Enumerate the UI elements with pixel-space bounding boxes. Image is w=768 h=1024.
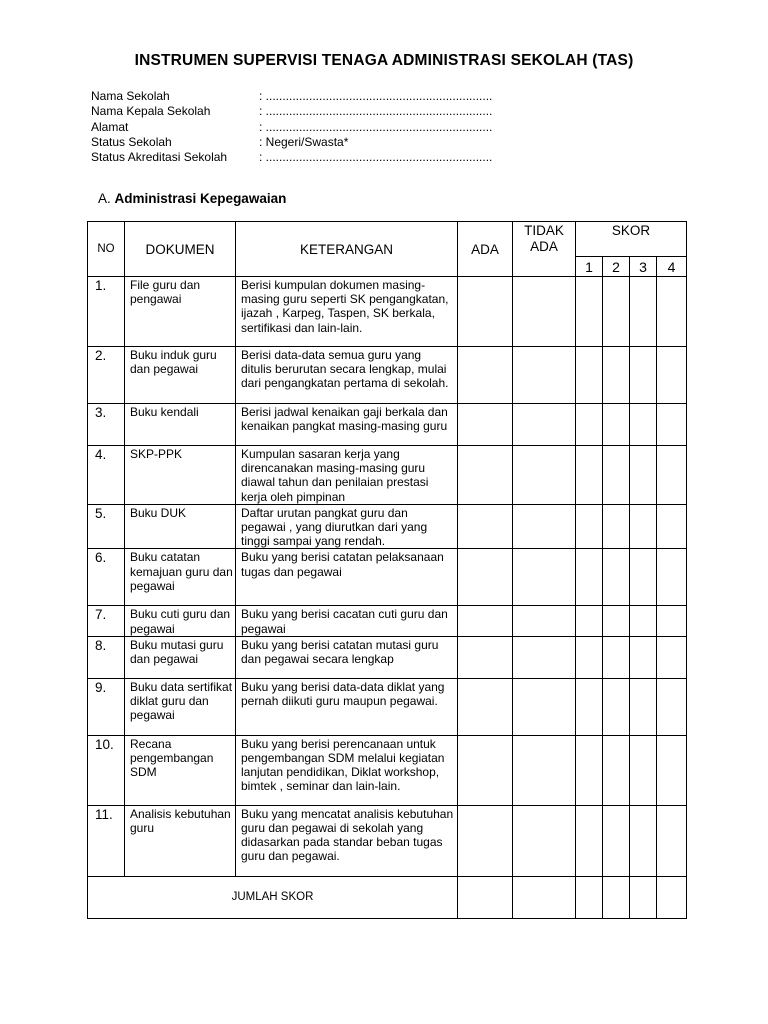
skor-4-cell[interactable]	[657, 636, 687, 678]
skor-3-cell[interactable]	[630, 805, 657, 876]
table-row	[88, 404, 687, 446]
skor-1-cell[interactable]	[576, 549, 603, 606]
skor-2-cell[interactable]	[603, 636, 630, 678]
ada-cell[interactable]	[458, 504, 513, 549]
skor-2-cell[interactable]	[603, 347, 630, 404]
row-no: 7.	[88, 606, 125, 636]
header-skor-3: 3	[630, 257, 657, 277]
total-label: JUMLAH SKOR	[88, 876, 458, 918]
row-keterangan: Buku yang berisi data-data diklat yang pernah diikuti guru maupun pegawai.	[236, 678, 458, 735]
header-ada: ADA	[458, 222, 513, 277]
skor-1-cell[interactable]	[576, 678, 603, 735]
row-keterangan: Berisi kumpulan dokumen masing-masing guru seperti SK pengangkatan, ijazah , Karpeg, Taspen, SK berkala, sertifikasi dan lain-lain.	[236, 277, 458, 347]
tidak-ada-cell[interactable]	[513, 404, 576, 446]
total-skor-4-cell[interactable]	[657, 876, 687, 918]
section-prefix: A.	[98, 191, 111, 206]
row-keterangan: Buku yang berisi catatan mutasi guru dan pegawai secara lengkap	[236, 636, 458, 678]
header-keterangan: KETERANGAN	[236, 222, 458, 277]
info-value: : ....................................................................	[259, 104, 493, 119]
skor-4-cell[interactable]	[657, 606, 687, 636]
row-dokumen: Buku DUK	[125, 504, 236, 549]
total-skor-2-cell[interactable]	[603, 876, 630, 918]
total-ada-cell[interactable]	[458, 876, 513, 918]
skor-1-cell[interactable]	[576, 636, 603, 678]
school-info	[91, 89, 492, 165]
row-no: 8.	[88, 636, 125, 678]
skor-1-cell[interactable]	[576, 347, 603, 404]
row-keterangan: Kumpulan sasaran kerja yang direncanakan masing-masing guru diawal tahun dan penilaian prestasi kerja oleh pimpinan	[236, 446, 458, 505]
row-keterangan: Buku yang mencatat analisis kebutuhan guru dan pegawai di sekolah yang didasarkan pada standar beban tugas guru dan pegawai.	[236, 805, 458, 876]
info-label: Alamat	[91, 119, 129, 134]
row-dokumen: Buku catatan kemajuan guru dan pegawai	[125, 549, 236, 606]
document-title: INSTRUMEN SUPERVISI TENAGA ADMINISTRASI SEKOLAH (TAS)	[134, 52, 634, 69]
info-label: Status Akreditasi Sekolah	[91, 150, 228, 165]
skor-4-cell[interactable]	[657, 347, 687, 404]
row-no: 3.	[88, 404, 125, 446]
skor-1-cell[interactable]	[576, 606, 603, 636]
skor-4-cell[interactable]	[657, 678, 687, 735]
skor-1-cell[interactable]	[576, 404, 603, 446]
skor-2-cell[interactable]	[603, 504, 630, 549]
skor-4-cell[interactable]	[657, 805, 687, 876]
skor-4-cell[interactable]	[657, 549, 687, 606]
ada-cell[interactable]	[458, 636, 513, 678]
ada-cell[interactable]	[458, 735, 513, 805]
info-value: : ....................................................................	[259, 150, 493, 165]
row-dokumen: Buku induk guru dan pegawai	[125, 347, 236, 404]
row-no: 2.	[88, 347, 125, 404]
total-row	[88, 876, 687, 918]
ada-cell[interactable]	[458, 347, 513, 404]
tidak-ada-cell[interactable]	[513, 735, 576, 805]
skor-3-cell[interactable]	[630, 404, 657, 446]
skor-3-cell[interactable]	[630, 549, 657, 606]
total-skor-3-cell[interactable]	[630, 876, 657, 918]
tidak-ada-cell[interactable]	[513, 636, 576, 678]
skor-3-cell[interactable]	[630, 277, 657, 347]
total-tidak-ada-cell[interactable]	[513, 876, 576, 918]
ada-cell[interactable]	[458, 446, 513, 505]
skor-3-cell[interactable]	[630, 347, 657, 404]
header-skor-4: 4	[657, 257, 687, 277]
skor-1-cell[interactable]	[576, 446, 603, 505]
skor-2-cell[interactable]	[603, 549, 630, 606]
table-row	[88, 805, 687, 876]
table-row	[88, 735, 687, 805]
ada-cell[interactable]	[458, 549, 513, 606]
row-dokumen: Buku cuti guru dan pegawai	[125, 606, 236, 636]
table-row	[88, 504, 687, 549]
row-no: 1.	[88, 277, 125, 347]
ada-cell[interactable]	[458, 805, 513, 876]
header-dokumen: DOKUMEN	[125, 222, 236, 277]
table-row	[88, 549, 687, 606]
row-keterangan: Berisi data-data semua guru yang ditulis berurutan secara lengkap, mulai dari pengangkatan pertama di sekolah.	[236, 347, 458, 404]
tidak-ada-cell[interactable]	[513, 805, 576, 876]
skor-3-cell[interactable]	[630, 636, 657, 678]
row-keterangan: Buku yang berisi cacatan cuti guru dan pegawai	[236, 606, 458, 636]
info-value: : ....................................................................	[259, 119, 493, 134]
section-title: Administrasi Kepegawaian	[114, 191, 287, 206]
skor-3-cell[interactable]	[630, 446, 657, 505]
total-skor-1-cell[interactable]	[576, 876, 603, 918]
info-row-status-akreditasi	[91, 150, 492, 165]
skor-2-cell[interactable]	[603, 277, 630, 347]
skor-2-cell[interactable]	[603, 404, 630, 446]
header-no: NO	[88, 222, 125, 277]
table-row	[88, 678, 687, 735]
section-heading	[98, 191, 286, 206]
skor-1-cell[interactable]	[576, 277, 603, 347]
row-no: 10.	[88, 735, 125, 805]
ada-cell[interactable]	[458, 606, 513, 636]
table-row	[88, 277, 687, 347]
tidak-ada-cell[interactable]	[513, 606, 576, 636]
row-dokumen: Buku kendali	[125, 404, 236, 446]
skor-3-cell[interactable]	[630, 606, 657, 636]
skor-1-cell[interactable]	[576, 735, 603, 805]
info-label: Status Sekolah	[91, 134, 172, 149]
skor-4-cell[interactable]	[657, 504, 687, 549]
row-no: 5.	[88, 504, 125, 549]
table-row	[88, 446, 687, 505]
table-row	[88, 606, 687, 636]
header-skor: SKOR	[576, 222, 687, 257]
row-no: 9.	[88, 678, 125, 735]
info-value: : Negeri/Swasta*	[259, 134, 349, 149]
skor-2-cell[interactable]	[603, 735, 630, 805]
skor-1-cell[interactable]	[576, 504, 603, 549]
tidak-ada-cell[interactable]	[513, 678, 576, 735]
row-no: 6.	[88, 549, 125, 606]
ada-cell[interactable]	[458, 678, 513, 735]
row-no: 4.	[88, 446, 125, 505]
info-label: Nama Kepala Sekolah	[91, 104, 211, 119]
skor-3-cell[interactable]	[630, 504, 657, 549]
info-row-alamat	[91, 120, 492, 135]
row-dokumen: Buku data sertifikat diklat guru dan pegawai	[125, 678, 236, 735]
skor-3-cell[interactable]	[630, 735, 657, 805]
row-keterangan: Buku yang berisi perencanaan untuk pengembangan SDM melalui kegiatan lanjutan pendidikan, Diklat workshop, bimtek , seminar dan lain-lain.	[236, 735, 458, 805]
row-dokumen: SKP-PPK	[125, 446, 236, 505]
tidak-ada-cell[interactable]	[513, 549, 576, 606]
supervision-table	[87, 221, 687, 919]
info-value: : ....................................................................	[259, 89, 493, 103]
skor-1-cell[interactable]	[576, 805, 603, 876]
skor-4-cell[interactable]	[657, 735, 687, 805]
skor-2-cell[interactable]	[603, 678, 630, 735]
header-skor-2: 2	[603, 257, 630, 277]
skor-2-cell[interactable]	[603, 805, 630, 876]
info-row-nama-kepala-sekolah	[91, 104, 492, 119]
skor-2-cell[interactable]	[603, 606, 630, 636]
header-tidak-ada: TIDAK ADA	[513, 222, 576, 277]
row-keterangan: Daftar urutan pangkat guru dan pegawai , yang diurutkan dari yang tinggi sampai yang rendah.	[236, 504, 458, 549]
row-keterangan: Buku yang berisi catatan pelaksanaan tugas dan pegawai	[236, 549, 458, 606]
info-row-nama-sekolah	[91, 89, 492, 104]
tidak-ada-cell[interactable]	[513, 347, 576, 404]
ada-cell[interactable]	[458, 277, 513, 347]
ada-cell[interactable]	[458, 404, 513, 446]
row-dokumen: Analisis kebutuhan guru	[125, 805, 236, 876]
table-row	[88, 347, 687, 404]
skor-4-cell[interactable]	[657, 404, 687, 446]
skor-4-cell[interactable]	[657, 446, 687, 505]
tidak-ada-cell[interactable]	[513, 504, 576, 549]
table-row	[88, 636, 687, 678]
row-dokumen: Buku mutasi guru dan pegawai	[125, 636, 236, 678]
skor-2-cell[interactable]	[603, 446, 630, 505]
info-row-status-sekolah	[91, 135, 492, 150]
skor-3-cell[interactable]	[630, 678, 657, 735]
row-keterangan: Berisi jadwal kenaikan gaji berkala dan kenaikan pangkat masing-masing guru	[236, 404, 458, 446]
row-dokumen: Recana pengembangan SDM	[125, 735, 236, 805]
row-no: 11.	[88, 805, 125, 876]
skor-4-cell[interactable]	[657, 277, 687, 347]
tidak-ada-cell[interactable]	[513, 277, 576, 347]
info-label: Nama Sekolah	[91, 89, 170, 103]
tidak-ada-cell[interactable]	[513, 446, 576, 505]
row-dokumen: File guru dan pengawai	[125, 277, 236, 347]
header-skor-1: 1	[576, 257, 603, 277]
